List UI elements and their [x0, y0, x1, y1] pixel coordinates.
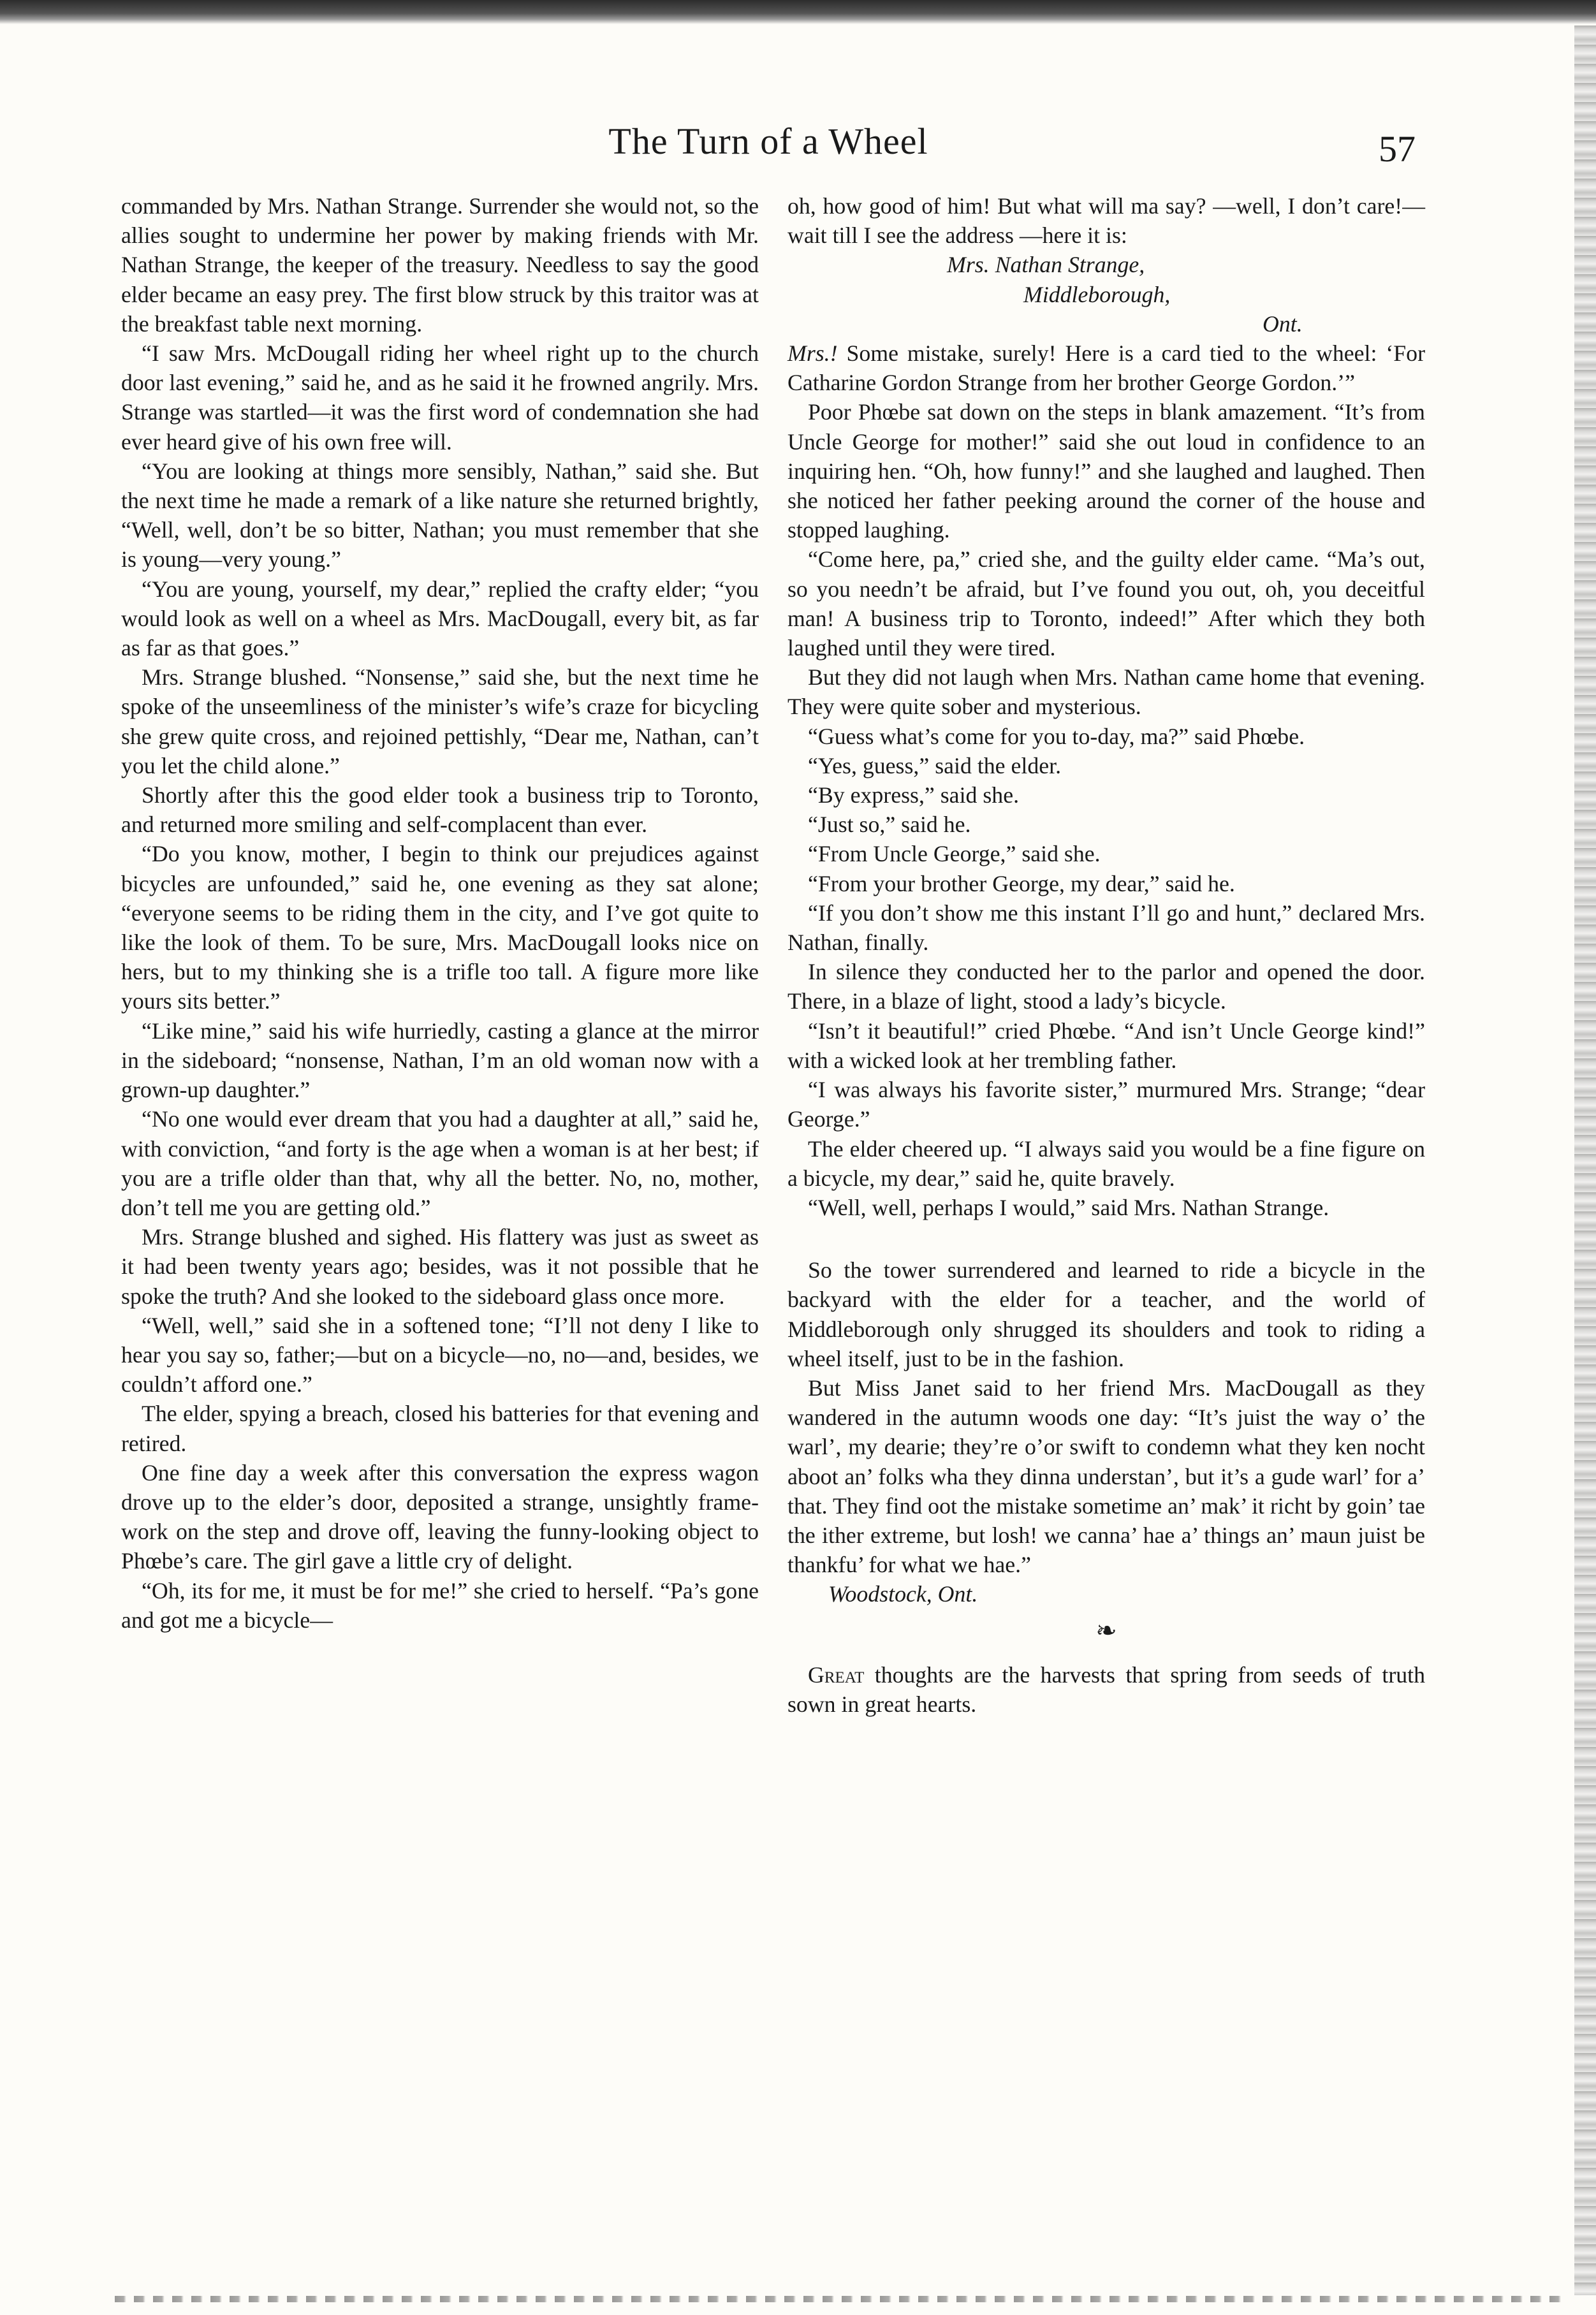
paragraph-text: Some mistake, surely! Here is a card tied to the wheel: ‘For Catharine Gordon Strange from her brother George Gordon.’”: [787, 340, 1425, 396]
paragraph: One fine day a week after this conversation the express wagon drove up to the elder’s door, deposited a strange, unsightly frame-work on the step and drove off, leaving the funny-looking object to Phœbe’s care. The girl gave a little cry of delight.: [121, 1459, 759, 1574]
address-block: [787, 250, 1425, 339]
bottom-border-rule: [115, 2296, 1569, 2302]
paragraph: Shortly after this the good elder took a business trip to Toronto, and returned more smiling and self-complacent than ever.: [121, 782, 759, 838]
paragraph: In silence they conducted her to the parlor and opened the door. There, in a blaze of light, stood a lady’s bicycle.: [787, 959, 1425, 1014]
paragraph: “Well, well,” said she in a softened tone; “I’ll not deny I like to hear you say so, father;—but on a bicycle—no, no—and, besides, we couldn’t afford one.”: [121, 1312, 759, 1398]
section-break: [787, 1222, 1425, 1255]
paragraph: “Yes, guess,” said the elder.: [808, 752, 1062, 778]
paragraph: “Oh, its for me, it must be for me!” she cried to herself. “Pa’s gone and got me a bicycle—: [121, 1577, 759, 1633]
paragraph: [787, 339, 1425, 397]
address-line-province: Ont.: [1263, 310, 1303, 337]
paragraph: Poor Phœbe sat down on the steps in blank amazement. “It’s from Uncle George for mother!” said she out loud in confidence to an inquiring hen. “Oh, how funny!” and she laughed and laughed. Then she noticed her father peeking around the corner of the house and stopped laughing.: [787, 399, 1425, 543]
address-line-town: Middleborough,: [1023, 281, 1171, 307]
paragraph: “You are young, yourself, my dear,” replied the crafty elder; “you would look as well on a wheel as Mrs. MacDougall, every bit, as far as far as that goes.”: [121, 576, 759, 661]
paragraph: Mrs. Strange blushed and sighed. His flattery was just as sweet as it had been twenty years ago; besides, was it not possible that he spoke the truth? And she looked to the sideboard glass once more.: [121, 1224, 759, 1309]
paragraph: The elder, spying a breach, closed his batteries for that evening and retired.: [121, 1401, 759, 1456]
paragraph: But Miss Janet said to her friend Mrs. MacDougall as they wandered in the autumn woods one day: “It’s juist the way o’ the warl’, my dearie; they’re o’or swift to condemn what they ken nocht aboot an’ folks wha they dinna understan’, but it’s a gude warl’ for a’ that. They find oot the mistake sometime an’ mak’ it richt by goin’ tae the ither extreme, but losh! we canna’ hae a’ things an’ maun juist be thankfu’ for what we hae.”: [787, 1375, 1425, 1578]
paragraph: “Isn’t it beautiful!” cried Phœbe. “And isn’t Uncle George kind!” with a wicked look at her trembling father.: [787, 1018, 1425, 1073]
paragraph: “No one would ever dream that you had a daughter at all,” said he, with conviction, “and forty is the age when a woman is at her best; if you are a trifle older than that, why all the better. No, no, mother, don’t tell me you are getting old.”: [121, 1106, 759, 1220]
paragraph: Mrs. Strange blushed. “Nonsense,” said she, but the next time he spoke of the unseemliness of the minister’s wife’s craze for bicycling she grew quite cross, and rejoined pettishly, “Dear me, Nathan, can’t you let the child alone.”: [121, 664, 759, 778]
quote-text: thoughts are the harvests that spring from seeds of truth sown in great hearts.: [787, 1661, 1425, 1717]
paragraph: “Come here, pa,” cried she, and the guilty elder came. “Ma’s out, so you needn’t be afraid, but I’ve found you out, oh, you deceitful man! A business trip to Toronto, indeed!” After which they both laughed until they were tired.: [787, 546, 1425, 661]
paragraph: “I saw Mrs. McDougall riding her wheel right up to the church door last evening,” said he, and as he said it he frowned angrily. Mrs. Strange was startled—it was the first word of condemnation she had ever heard give of his own free will.: [121, 340, 759, 455]
page-header: [121, 102, 1416, 172]
paragraph: The elder cheered up. “I always said you would be a fine figure on a bicycle, my dear,” said he, quite bravely.: [787, 1136, 1425, 1191]
paragraph: “Do you know, mother, I begin to think our prejudices against bicycles are unfounded,” said he, one evening as they sat alone; “everyone seems to be riding them in the city, and I’ve got quite to like the look of them. To be sure, Mrs. MacDougall looks nice on hers, but to my thinking she is a trifle too tall. A figure more like yours sits better.”: [121, 841, 759, 1014]
quote-lead-word: Great: [808, 1661, 865, 1688]
address-line-name: Mrs. Nathan Strange,: [947, 252, 1145, 278]
italic-salutation: Mrs.!: [787, 340, 838, 367]
paragraph: oh, how good of him! But what will ma say? —well, I don’t care!—wait till I see the address —here it is:: [787, 193, 1425, 249]
fleuron-ornament-icon: ❧: [1095, 1616, 1117, 1645]
paragraph: “By express,” said she.: [808, 782, 1020, 808]
paragraph: “If you don’t show me this instant I’ll go and hunt,” declared Mrs. Nathan, finally.: [787, 900, 1425, 956]
paragraph: commanded by Mrs. Nathan Strange. Surrender she would not, so the allies sought to undermine her power by making friends with Mr. Nathan Strange, the keeper of the treasury. Needless to say the good elder became an easy prey. The first blow struck by this traitor was at the breakfast table next morning.: [121, 193, 759, 337]
top-border-rule: [0, 0, 1596, 24]
paragraph: “Guess what’s come for you to-day, ma?” said Phœbe.: [808, 723, 1305, 749]
right-column: [787, 191, 1425, 1719]
signoff-location: Woodstock, Ont.: [828, 1581, 978, 1607]
paragraph: “Well, well, perhaps I would,” said Mrs. Nathan Strange.: [808, 1194, 1329, 1220]
paragraph: “You are looking at things more sensibly, Nathan,” said she. But the next time he made a remark of a like nature she returned brightly, “Well, well, don’t be so bitter, Nathan; you must remember that she is young—very young.”: [121, 458, 759, 573]
closing-quote: [787, 1660, 1425, 1719]
left-column: [121, 191, 759, 1635]
paragraph: “Just so,” said he.: [808, 812, 971, 838]
page-edge-shadow: [1574, 26, 1596, 2295]
running-title: The Turn of a Wheel: [608, 120, 928, 162]
paragraph: “I was always his favorite sister,” murmured Mrs. Strange; “dear George.”: [787, 1077, 1425, 1132]
page-number: 57: [1379, 128, 1416, 170]
paragraph: “Like mine,” said his wife hurriedly, casting a glance at the mirror in the sideboard; “nonsense, Nathan, I’m an old woman now with a grown-up daughter.”: [121, 1018, 759, 1103]
paragraph: So the tower surrendered and learned to ride a bicycle in the backyard with the elder for a teacher, and the world of Middleborough only shrugged its shoulders and took to riding a wheel itself, just to be in the fashion.: [787, 1257, 1425, 1371]
paragraph: “From your brother George, my dear,” said he.: [808, 870, 1235, 896]
paragraph: But they did not laugh when Mrs. Nathan came home that evening. They were quite sober and mysterious.: [787, 664, 1425, 720]
paragraph: “From Uncle George,” said she.: [808, 841, 1101, 867]
